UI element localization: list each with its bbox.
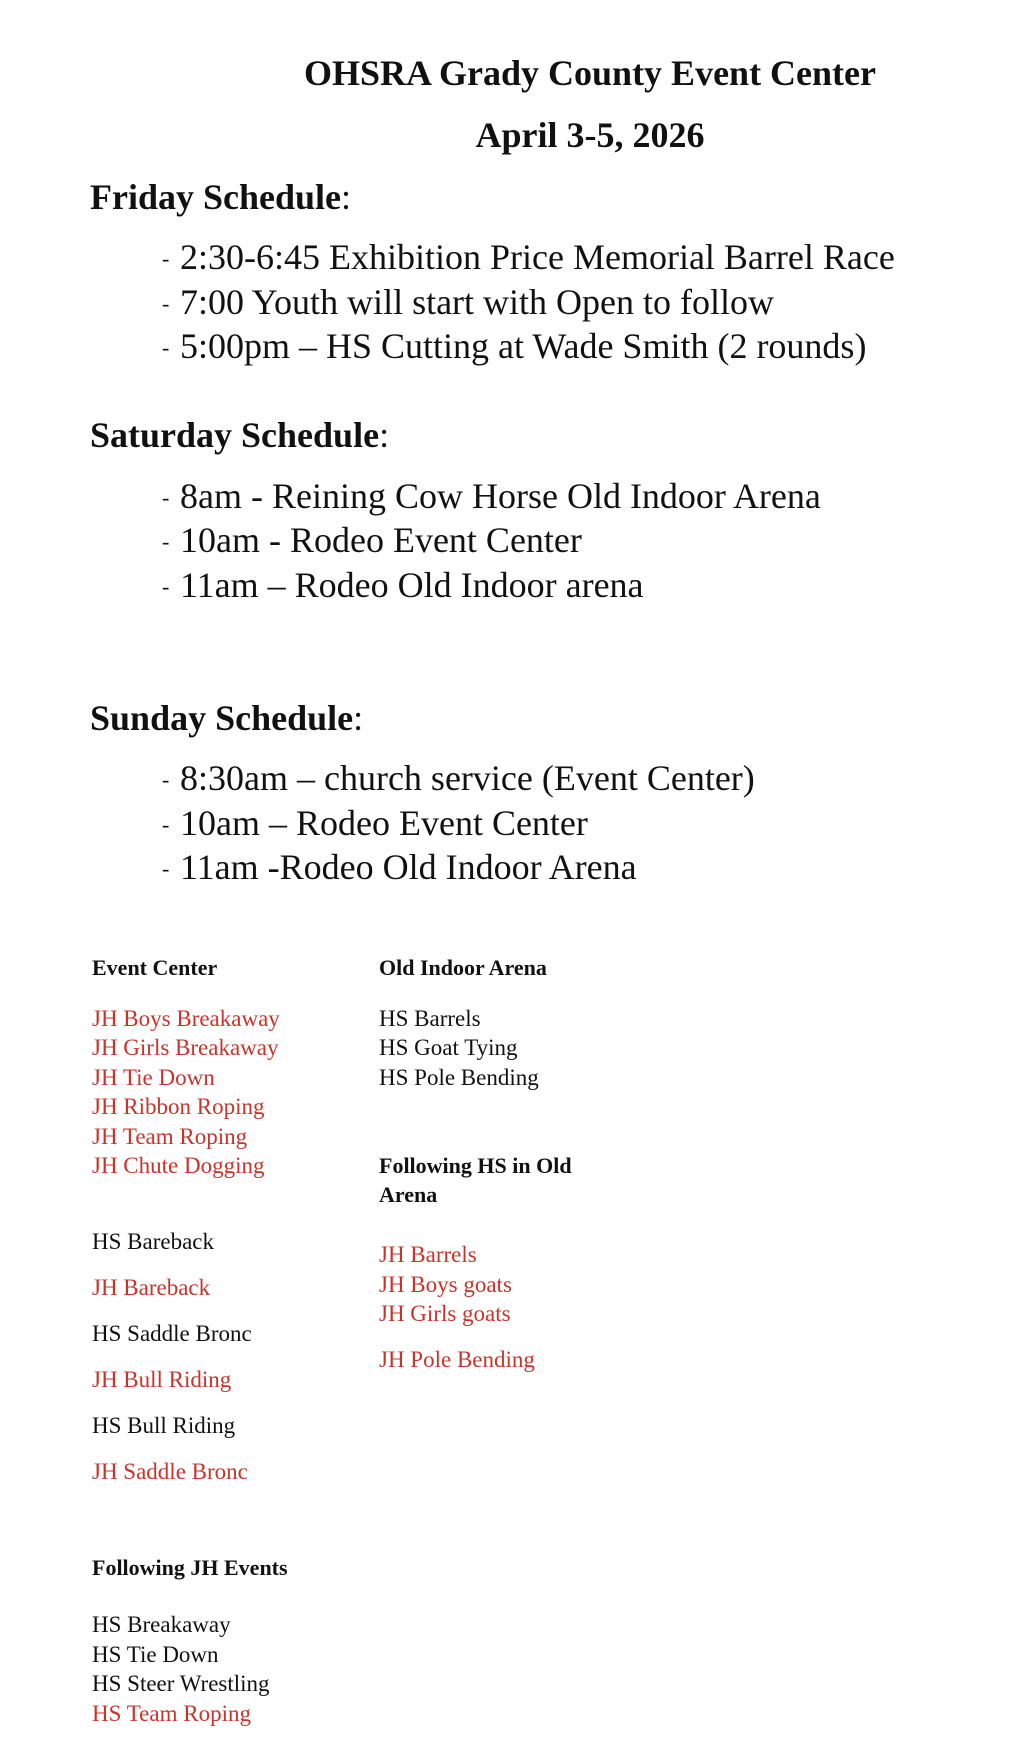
sunday-item: - 8:30am – church service (Event Center) [162, 758, 755, 798]
jh-event: JH Ribbon Roping [92, 1094, 265, 1119]
jh-event: JH Barrels [379, 1242, 477, 1267]
jh-event: JH Saddle Bronc [92, 1459, 248, 1484]
saturday-item: - 11am – Rodeo Old Indoor arena [162, 565, 644, 605]
hs-event: HS Breakaway [92, 1612, 231, 1637]
following-hs-heading-cont: Arena [379, 1182, 438, 1207]
bullet-dash: - [162, 528, 170, 554]
hs-event: HS Pole Bending [379, 1065, 539, 1090]
jh-event: JH Girls Breakaway [92, 1035, 279, 1060]
hs-event: HS Bull Riding [92, 1413, 236, 1438]
event-center-heading: Event Center [92, 955, 218, 980]
friday-item: - 2:30-6:45 Exhibition Price Memorial Barrel Race [162, 237, 895, 277]
hs-event: HS Goat Tying [379, 1035, 518, 1060]
jh-event: JH Bareback [92, 1275, 211, 1300]
jh-event: JH Boys Breakaway [92, 1006, 280, 1031]
friday-item: - 5:00pm – HS Cutting at Wade Smith (2 rounds) [162, 326, 867, 366]
following-jh-heading: Following JH Events [92, 1555, 288, 1580]
jh-event: JH Girls goats [379, 1301, 511, 1326]
sunday-item: - 10am – Rodeo Event Center [162, 803, 588, 843]
jh-event: JH Tie Down [92, 1065, 215, 1090]
hs-event: HS Steer Wrestling [92, 1671, 270, 1696]
saturday-item: - 10am - Rodeo Event Center [162, 520, 582, 560]
bullet-dash: - [162, 484, 170, 510]
bullet-dash: - [162, 290, 170, 316]
old-indoor-heading: Old Indoor Arena [379, 955, 547, 980]
page-title: OHSRA Grady County Event Center [303, 53, 876, 93]
saturday-heading: Saturday Schedule: [90, 415, 390, 455]
hs-event: HS Tie Down [92, 1642, 219, 1667]
saturday-item: - 8am - Reining Cow Horse Old Indoor Arena [162, 476, 821, 516]
sunday-item: - 11am -Rodeo Old Indoor Arena [162, 847, 637, 887]
bullet-dash: - [162, 766, 170, 792]
bullet-dash: - [162, 334, 170, 360]
friday-heading: Friday Schedule: [90, 177, 352, 217]
event-dates: April 3-5, 2026 [475, 115, 705, 155]
bullet-dash: - [162, 245, 170, 271]
friday-item: - 7:00 Youth will start with Open to follow [162, 282, 775, 322]
hs-event: HS Team Roping [92, 1701, 251, 1726]
hs-event: HS Saddle Bronc [92, 1321, 252, 1346]
jh-event: JH Boys goats [379, 1272, 512, 1297]
jh-event: JH Bull Riding [92, 1367, 232, 1392]
jh-event: JH Pole Bending [379, 1347, 535, 1372]
following-hs-heading: Following HS in Old [379, 1153, 572, 1178]
bullet-dash: - [162, 573, 170, 599]
bullet-dash: - [162, 811, 170, 837]
hs-event: HS Bareback [92, 1229, 214, 1254]
jh-event: JH Team Roping [92, 1124, 248, 1149]
bullet-dash: - [162, 855, 170, 881]
jh-event: JH Chute Dogging [92, 1153, 265, 1178]
sunday-heading: Sunday Schedule: [90, 698, 364, 738]
hs-event: HS Barrels [379, 1006, 481, 1031]
